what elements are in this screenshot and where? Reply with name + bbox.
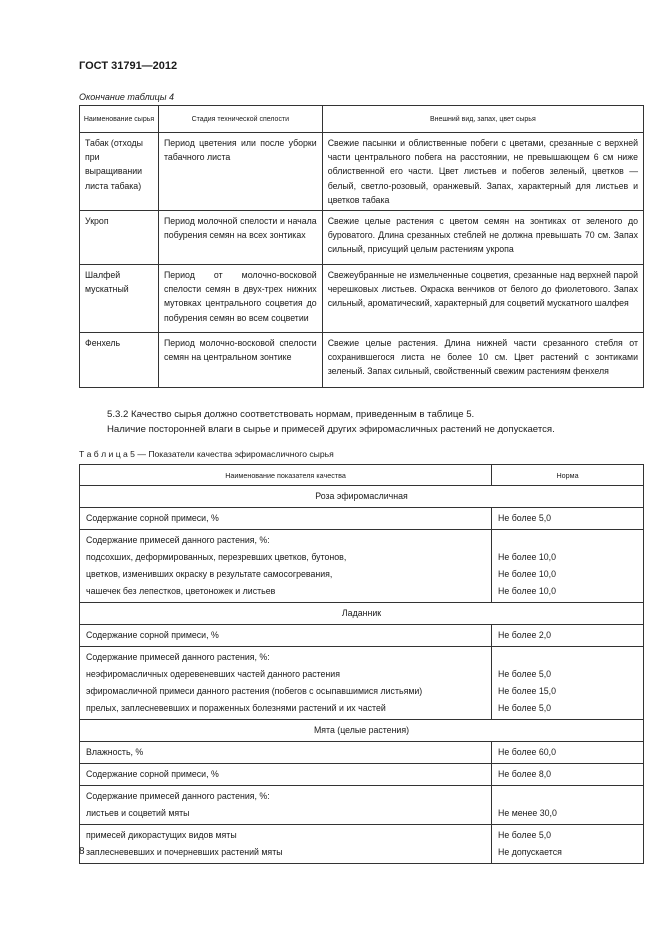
table5-cell-indicator xyxy=(80,764,492,786)
paragraph-5-3-2: 5.3.2 Качество сырья должно соответствовать нормам, приведенным в таблице 5. xyxy=(107,409,475,420)
norm-value: Не более 15,0 xyxy=(498,686,556,696)
indicator-line: подсохших, деформированных, перезревших цветков, бутонов, xyxy=(86,552,347,562)
norm-value: Не более 5,0 xyxy=(498,513,552,523)
table5-cell-indicator xyxy=(80,786,492,825)
norm-value: Не более 2,0 xyxy=(498,630,552,640)
indicator-line: Содержание сорной примеси, % xyxy=(86,769,219,779)
table5-cell-indicator xyxy=(80,825,492,864)
table4-cell-appearance: Свежие целые растения с цветом семян на зонтиках от зеленого до буроватого. Длина срезанных стеблей не должна превышать 70 см. Запах сильный, присущий целым растениям укропа xyxy=(322,211,643,265)
table4-cell-appearance: Свежеубранные не измельченные соцветия, срезанные над верхней парой черешковых листьев. Окраска венчиков от белого до фиолетового. Запах сильный, ароматический, характерный для соцветий мускатного шалфея xyxy=(322,265,643,333)
table-row xyxy=(80,133,644,211)
indicator-line: эфиромасличной примеси данного растения (побегов с осыпавшимися листьями) xyxy=(86,686,423,696)
table4-cell-appearance: Свежие пасынки и облиственные побеги с цветами, срезанные с верхней части центрального побега на расстоянии, не превышающем 6 см ниже облиственной его части. Цвет листьев и побегов зеленый, цветков — белый, светло-розовый, оранжевый. Запах, характерный для листьев и цветков табака xyxy=(322,133,643,211)
table4-cell-name: Табак (отходы при выращивании листа табака) xyxy=(80,133,159,211)
table4-caption: Окончание таблицы 4 xyxy=(79,92,174,102)
table-row xyxy=(80,825,644,864)
table-row xyxy=(80,211,644,265)
norm-value xyxy=(498,649,637,666)
table5-section-title: Мята (целые растения) xyxy=(80,720,644,742)
table5-cell-norm xyxy=(492,764,644,786)
norm-value: Не более 10,0 xyxy=(498,586,556,596)
norm-value: Не более 8,0 xyxy=(498,769,552,779)
indicator-line: Содержание сорной примеси, % xyxy=(86,513,219,523)
indicator-line: прелых, заплесневевших и пораженных болезнями растений и их частей xyxy=(86,703,386,713)
table4-header-name: Наименование сырья xyxy=(80,106,159,133)
table5-header-norm: Норма xyxy=(492,465,644,486)
indicator-line: примесей дикорастущих видов мяты xyxy=(86,830,237,840)
table-row xyxy=(80,265,644,333)
norm-value: Не более 10,0 xyxy=(498,569,556,579)
table5-cell-norm xyxy=(492,647,644,720)
indicator-line: цветков, изменивших окраску в результате самосогревания, xyxy=(86,569,333,579)
table-row xyxy=(80,333,644,388)
table5-section-row xyxy=(80,720,644,742)
table4-cell-appearance: Свежие целые растения. Длина нижней части срезанного стебля от сохранившегося листа не более 10 см. Цвет растений с зонтиками зеленый. Запах сильный, свойственный свежим растениям фенхеля xyxy=(322,333,643,388)
norm-value: Не менее 30,0 xyxy=(498,808,557,818)
table5-section-title: Ладанник xyxy=(80,603,644,625)
table5-cell-indicator xyxy=(80,625,492,647)
norm-value xyxy=(498,788,637,805)
document-header: ГОСТ 31791—2012 xyxy=(79,60,178,72)
table4-cell-name: Шалфей мускатный xyxy=(80,265,159,333)
table5-header-indicator: Наименование показателя качества xyxy=(80,465,492,486)
indicator-line: Содержание примесей данного растения, %: xyxy=(86,652,270,662)
norm-value xyxy=(498,532,637,549)
table4-cell-name: Укроп xyxy=(80,211,159,265)
table5-caption: Т а б л и ц а 5 — Показатели качества эфиромасличного сырья xyxy=(79,449,334,459)
table4-cell-stage: Период молочно-восковой спелости семян на центральном зонтике xyxy=(158,333,322,388)
table5-cell-norm xyxy=(492,508,644,530)
table5-cell-indicator xyxy=(80,508,492,530)
table5-header-row xyxy=(80,465,644,486)
norm-value: Не более 60,0 xyxy=(498,747,556,757)
table5-section-row xyxy=(80,603,644,625)
table-row xyxy=(80,764,644,786)
table-row xyxy=(80,508,644,530)
norm-value: Не допускается xyxy=(498,847,562,857)
indicator-line: Содержание сорной примеси, % xyxy=(86,630,219,640)
norm-value: Не более 5,0 xyxy=(498,830,552,840)
table-row xyxy=(80,742,644,764)
table5-cell-norm xyxy=(492,625,644,647)
table5-section-title: Роза эфиромасличная xyxy=(80,486,644,508)
table-row xyxy=(80,647,644,720)
table4-header-row xyxy=(80,106,644,133)
paragraph-moisture: Наличие посторонней влаги в сырье и примесей других эфиромасличных растений не допускается. xyxy=(107,424,555,435)
table4-header-stage: Стадия технической спелости xyxy=(158,106,322,133)
table5-cell-norm xyxy=(492,786,644,825)
table4-cell-name: Фенхель xyxy=(80,333,159,388)
norm-value: Не более 10,0 xyxy=(498,552,556,562)
indicator-line: Влажность, % xyxy=(86,747,144,757)
norm-value: Не более 5,0 xyxy=(498,669,552,679)
indicator-line: листьев и соцветий мяты xyxy=(86,808,190,818)
table-row xyxy=(80,530,644,603)
table5-section-row xyxy=(80,486,644,508)
indicator-line: Содержание примесей данного растения, %: xyxy=(86,791,270,801)
indicator-line: Содержание примесей данного растения, %: xyxy=(86,535,270,545)
table5-cell-indicator xyxy=(80,647,492,720)
table5-cell-indicator xyxy=(80,530,492,603)
table5-cell-norm xyxy=(492,742,644,764)
table5-cell-norm xyxy=(492,530,644,603)
page-number: 8 xyxy=(79,846,85,857)
table4-cell-stage: Период цветения или после уборки табачного листа xyxy=(158,133,322,211)
table4 xyxy=(79,105,644,388)
indicator-line: чашечек без лепестков, цветоножек и листьев xyxy=(86,586,276,596)
table-row xyxy=(80,786,644,825)
indicator-line: заплесневевших и почерневших растений мяты xyxy=(86,847,283,857)
table-row xyxy=(80,625,644,647)
indicator-line: неэфиромасличных одеревеневших частей данного растения xyxy=(86,669,340,679)
table5-cell-norm xyxy=(492,825,644,864)
table4-header-appearance: Внешний вид, запах, цвет сырья xyxy=(322,106,643,133)
table4-cell-stage: Период от молочно-восковой спелости семян в двух-трех нижних мутовках центрального соцветия до побурения семян во всем соцветии xyxy=(158,265,322,333)
norm-value: Не более 5,0 xyxy=(498,703,552,713)
table4-cell-stage: Период молочной спелости и начала побурения семян на всех зонтиках xyxy=(158,211,322,265)
table5-cell-indicator xyxy=(80,742,492,764)
table5 xyxy=(79,464,644,864)
